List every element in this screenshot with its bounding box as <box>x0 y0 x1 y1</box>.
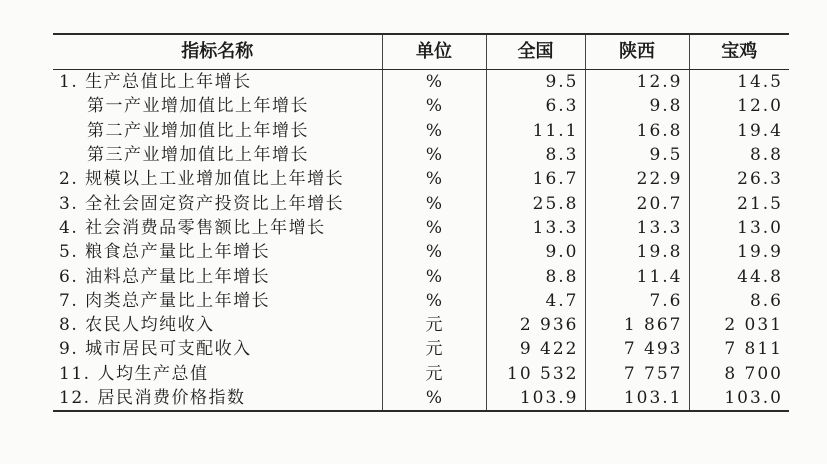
table-header <box>53 34 789 70</box>
shaanxi-value-cell: 12.9 <box>585 70 689 95</box>
baoji-value-cell: 103.0 <box>689 386 789 411</box>
national-value-cell: 16.7 <box>486 167 585 191</box>
table-row <box>53 191 789 215</box>
indicator-name-cell: 3. 全社会固定资产投资比上年增长 <box>59 193 345 214</box>
indicator-name-cell: 5. 粮食总产量比上年增长 <box>59 242 271 263</box>
indicator-name-cell: 8. 农民人均纯收入 <box>59 315 215 336</box>
baoji-value-cell: 8 700 <box>689 362 789 386</box>
indicator-name-cell: 2. 规模以上工业增加值比上年增长 <box>59 169 345 190</box>
national-value-cell: 8.8 <box>486 264 585 288</box>
table-row <box>53 240 789 264</box>
baoji-value-cell: 12.0 <box>689 94 789 118</box>
unit-cell: % <box>382 119 486 143</box>
indicator-name-cell: 12. 居民消费价格指数 <box>59 388 246 408</box>
unit-cell: % <box>382 216 486 240</box>
table-row <box>53 362 789 386</box>
national-value-cell: 10 532 <box>486 362 585 386</box>
unit-cell: % <box>382 289 486 313</box>
unit-cell: % <box>382 70 486 95</box>
table-row <box>53 70 789 95</box>
table-row <box>53 264 789 288</box>
national-value-cell: 9.5 <box>486 70 585 95</box>
baoji-value-cell: 8.8 <box>689 143 789 167</box>
shaanxi-value-cell: 7.6 <box>585 289 689 313</box>
baoji-value-cell: 2 031 <box>689 313 789 337</box>
table-row <box>53 289 789 313</box>
shaanxi-value-cell: 9.8 <box>585 94 689 118</box>
header-indicator-name: 指标名称 <box>53 34 382 70</box>
indicator-name-cell: 第三产业增加值比上年增长 <box>87 145 309 166</box>
shaanxi-value-cell: 103.1 <box>585 386 689 411</box>
table-row <box>53 143 789 167</box>
national-value-cell: 103.9 <box>486 386 585 411</box>
shaanxi-value-cell: 20.7 <box>585 191 689 215</box>
table-row <box>53 167 789 191</box>
unit-cell: % <box>382 143 486 167</box>
unit-cell: 元 <box>382 362 486 386</box>
unit-cell: 元 <box>382 313 486 337</box>
indicator-name-cell: 1. 生产总值比上年增长 <box>59 72 252 93</box>
unit-cell: % <box>382 264 486 288</box>
header-national: 全国 <box>486 34 585 70</box>
baoji-value-cell: 19.9 <box>689 240 789 264</box>
baoji-value-cell: 8.6 <box>689 289 789 313</box>
header-shaanxi: 陕西 <box>585 34 689 70</box>
shaanxi-value-cell: 22.9 <box>585 167 689 191</box>
baoji-value-cell: 14.5 <box>689 70 789 95</box>
table-row <box>53 337 789 361</box>
unit-cell: % <box>382 240 486 264</box>
baoji-value-cell: 44.8 <box>689 264 789 288</box>
national-value-cell: 13.3 <box>486 216 585 240</box>
shaanxi-value-cell: 7 493 <box>585 337 689 361</box>
indicator-name-cell: 6. 油料总产量比上年增长 <box>59 266 271 287</box>
national-value-cell: 9.0 <box>486 240 585 264</box>
unit-cell: % <box>382 386 486 411</box>
baoji-value-cell: 7 811 <box>689 337 789 361</box>
national-value-cell: 9 422 <box>486 337 585 361</box>
unit-cell: % <box>382 94 486 118</box>
baoji-value-cell: 19.4 <box>689 119 789 143</box>
table-body <box>53 70 789 412</box>
national-value-cell: 2 936 <box>486 313 585 337</box>
shaanxi-value-cell: 7 757 <box>585 362 689 386</box>
table-row <box>53 216 789 240</box>
national-value-cell: 25.8 <box>486 191 585 215</box>
indicator-name-cell: 4. 社会消费品零售额比上年增长 <box>59 217 326 238</box>
shaanxi-value-cell: 19.8 <box>585 240 689 264</box>
header-unit: 单位 <box>382 34 486 70</box>
table-row <box>53 119 789 143</box>
unit-cell: % <box>382 167 486 191</box>
national-value-cell: 11.1 <box>486 119 585 143</box>
indicator-name-cell: 第二产业增加值比上年增长 <box>87 120 309 141</box>
baoji-value-cell: 21.5 <box>689 191 789 215</box>
shaanxi-value-cell: 13.3 <box>585 216 689 240</box>
indicator-name-cell: 7. 肉类总产量比上年增长 <box>59 290 271 311</box>
shaanxi-value-cell: 16.8 <box>585 119 689 143</box>
baoji-value-cell: 13.0 <box>689 216 789 240</box>
table-row <box>53 94 789 118</box>
table-row <box>53 313 789 337</box>
header-baoji: 宝鸡 <box>689 34 789 70</box>
indicator-name-cell: 11. 人均生产总值 <box>59 363 209 384</box>
national-value-cell: 6.3 <box>486 94 585 118</box>
baoji-value-cell: 26.3 <box>689 167 789 191</box>
shaanxi-value-cell: 9.5 <box>585 143 689 167</box>
national-value-cell: 4.7 <box>486 289 585 313</box>
indicator-name-cell: 第一产业增加值比上年增长 <box>87 96 309 117</box>
unit-cell: % <box>382 191 486 215</box>
shaanxi-value-cell: 11.4 <box>585 264 689 288</box>
header-row <box>53 34 789 70</box>
indicator-name-cell: 9. 城市居民可支配收入 <box>59 339 252 360</box>
unit-cell: 元 <box>382 337 486 361</box>
national-value-cell: 8.3 <box>486 143 585 167</box>
shaanxi-value-cell: 1 867 <box>585 313 689 337</box>
statistics-table <box>53 33 789 412</box>
table-row <box>53 386 789 411</box>
